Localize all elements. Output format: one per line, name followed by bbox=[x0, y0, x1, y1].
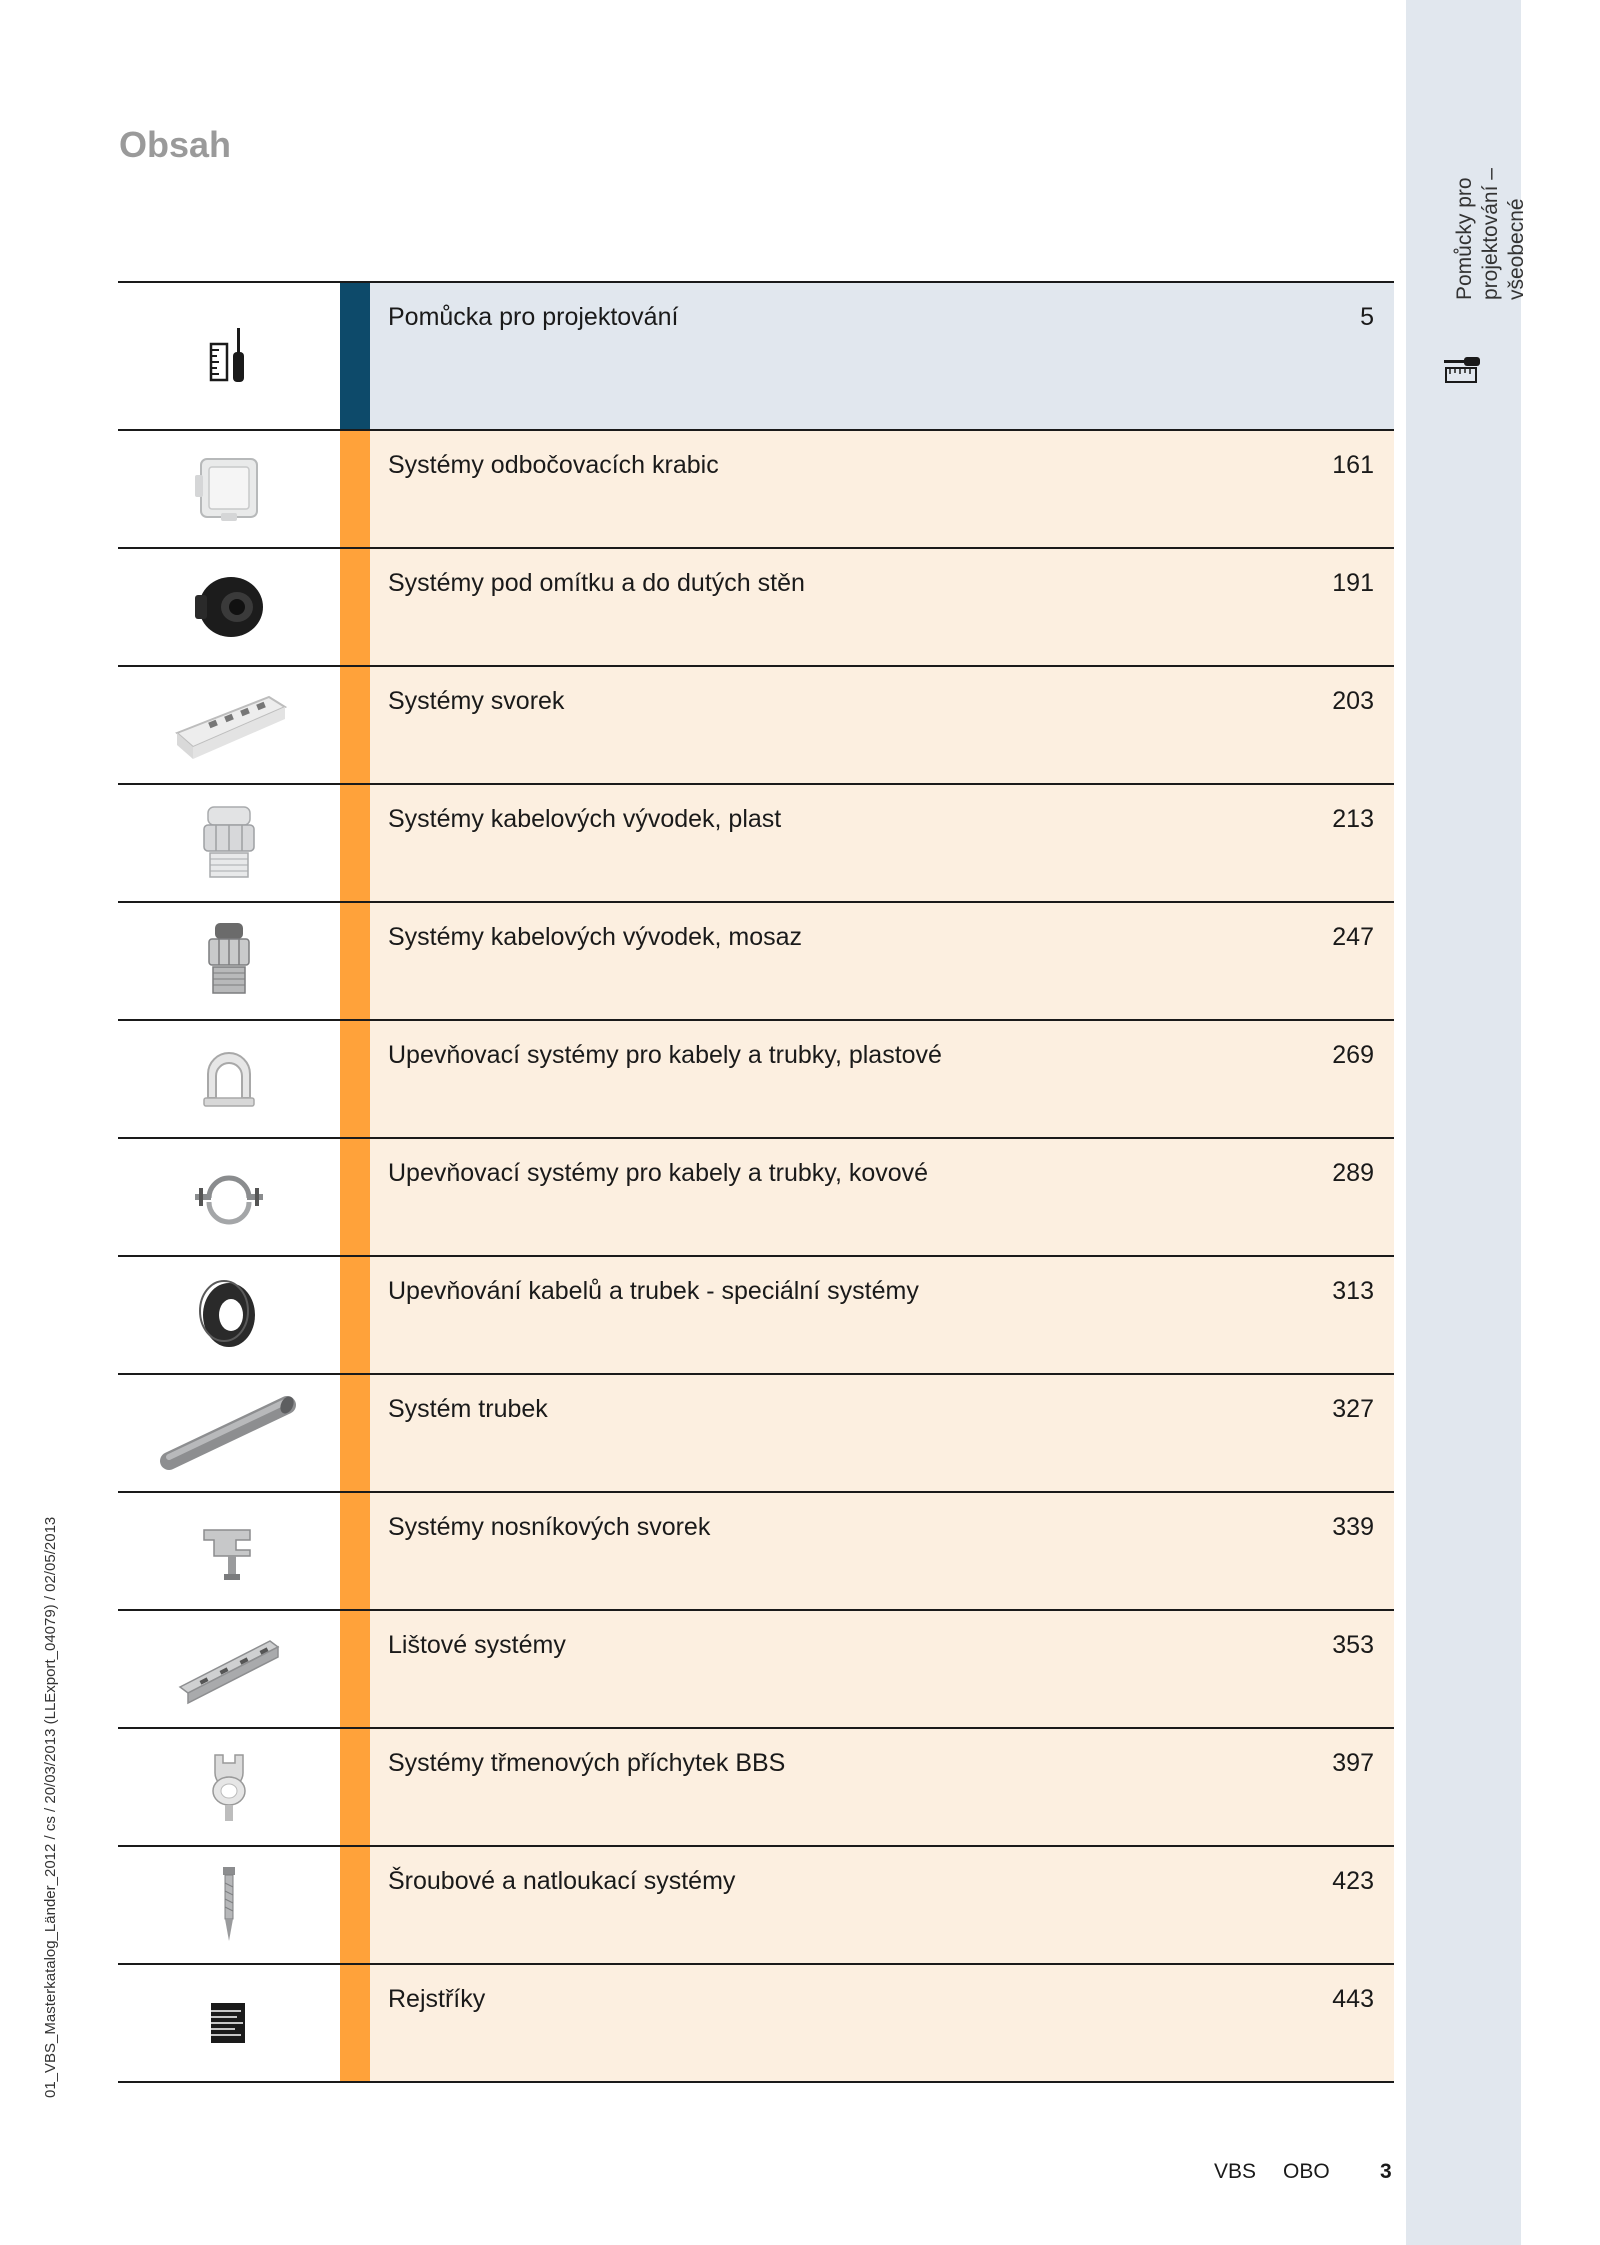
side-tab-line: všeobecné bbox=[1505, 198, 1528, 300]
plastic-cable-gland-icon bbox=[194, 801, 264, 885]
brand-vbs: VBS bbox=[1214, 2160, 1257, 2183]
toc-label[interactable]: Systémy kabelových vývodek, plast bbox=[388, 805, 782, 833]
ruler-screwdriver-icon bbox=[209, 326, 249, 386]
toc-label[interactable]: Upevňovací systémy pro kabely a trubky, plastové bbox=[388, 1041, 942, 1069]
toc-label[interactable]: Upevňování kabelů a trubek - speciální systémy bbox=[388, 1277, 919, 1305]
section-color-bar bbox=[340, 1729, 370, 1845]
beam-clamp-icon bbox=[194, 1516, 264, 1586]
toc-label[interactable]: Systémy kabelových vývodek, mosaz bbox=[388, 923, 803, 951]
toc-page-number[interactable]: 269 bbox=[1332, 1041, 1374, 1069]
section-color-bar bbox=[340, 1847, 370, 1963]
bracket-clip-icon bbox=[199, 1747, 259, 1827]
side-tab-label[interactable] bbox=[1452, 10, 1530, 300]
screw-anchor-icon bbox=[214, 1863, 244, 1947]
toc-page-number[interactable]: 313 bbox=[1332, 1277, 1374, 1305]
toc-row[interactable] bbox=[118, 1845, 1394, 1963]
toc-page-number[interactable]: 353 bbox=[1332, 1631, 1374, 1659]
toc-row[interactable] bbox=[118, 1609, 1394, 1727]
section-color-bar bbox=[340, 903, 370, 1019]
section-color-bar bbox=[340, 1965, 370, 2081]
toc-label[interactable]: Systémy třmenových příchytek BBS bbox=[388, 1749, 786, 1777]
section-color-bar bbox=[340, 1257, 370, 1373]
section-color-bar bbox=[340, 283, 370, 429]
toc-row[interactable] bbox=[118, 1137, 1394, 1255]
toc-page-number[interactable]: 247 bbox=[1332, 923, 1374, 951]
toc-label[interactable]: Rejstříky bbox=[388, 1985, 486, 2013]
side-tab-line: projektování – bbox=[1479, 168, 1502, 300]
catalog-id: 01_VBS_Masterkatalog_Länder_2012 / cs / 20/03/2013 (LLExport_04079) / 02/05/2013 bbox=[42, 1516, 59, 2098]
toc-row[interactable] bbox=[118, 547, 1394, 665]
toc-page-number[interactable]: 191 bbox=[1332, 569, 1374, 597]
toc-page-number[interactable]: 443 bbox=[1332, 1985, 1374, 2013]
page-number: 3 bbox=[1380, 2160, 1392, 2183]
brand-obo: OBO bbox=[1283, 2160, 1330, 2183]
flush-box-icon bbox=[187, 565, 271, 649]
toc-label[interactable]: Systémy nosníkových svorek bbox=[388, 1513, 711, 1541]
page-title: Obsah bbox=[119, 124, 232, 165]
toc-page-number[interactable]: 339 bbox=[1332, 1513, 1374, 1541]
toc-page-number[interactable]: 203 bbox=[1332, 687, 1374, 715]
rail-icon bbox=[174, 1631, 284, 1707]
toc-row[interactable] bbox=[118, 1255, 1394, 1373]
section-color-bar bbox=[340, 667, 370, 783]
toc-label[interactable]: Systémy odbočovacích krabic bbox=[388, 451, 719, 479]
section-color-bar bbox=[340, 1611, 370, 1727]
section-color-bar bbox=[340, 1375, 370, 1491]
section-color-bar bbox=[340, 785, 370, 901]
toc-row[interactable] bbox=[118, 1373, 1394, 1491]
toc-label[interactable]: Systémy pod omítku a do dutých stěn bbox=[388, 569, 805, 597]
toc-label[interactable]: Systémy svorek bbox=[388, 687, 565, 715]
toc-row[interactable] bbox=[118, 1963, 1394, 2083]
toc-page-number[interactable]: 213 bbox=[1332, 805, 1374, 833]
ruler-screwdriver-icon bbox=[1444, 354, 1484, 390]
side-tab-line: Pomůcky pro bbox=[1453, 177, 1476, 300]
section-color-bar bbox=[340, 549, 370, 665]
toc-row[interactable] bbox=[118, 665, 1394, 783]
toc-row[interactable] bbox=[118, 429, 1394, 547]
section-color-bar bbox=[340, 431, 370, 547]
toc-page-number[interactable]: 161 bbox=[1332, 451, 1374, 479]
toc-row[interactable] bbox=[118, 1727, 1394, 1845]
toc-row[interactable] bbox=[118, 1491, 1394, 1609]
toc-row[interactable] bbox=[118, 901, 1394, 1019]
toc-row[interactable] bbox=[118, 783, 1394, 901]
toc-page-number[interactable]: 5 bbox=[1360, 303, 1374, 331]
toc-label[interactable]: Upevňovací systémy pro kabely a trubky, kovové bbox=[388, 1159, 929, 1187]
toc-row[interactable] bbox=[118, 1019, 1394, 1137]
conduit-tube-icon bbox=[159, 1393, 299, 1473]
toc-page-number[interactable]: 423 bbox=[1332, 1867, 1374, 1895]
junction-box-icon bbox=[189, 449, 269, 529]
terminal-block-icon bbox=[169, 685, 289, 765]
section-color-bar bbox=[340, 1493, 370, 1609]
toc-row[interactable] bbox=[118, 281, 1394, 429]
toc-label[interactable]: Systém trubek bbox=[388, 1395, 548, 1423]
toc-page-number[interactable]: 397 bbox=[1332, 1749, 1374, 1777]
toc-page-number[interactable]: 327 bbox=[1332, 1395, 1374, 1423]
brass-cable-gland-icon bbox=[199, 919, 259, 1003]
side-tab[interactable] bbox=[1406, 0, 1521, 2245]
toc-label[interactable]: Lištové systémy bbox=[388, 1631, 566, 1659]
table-of-contents bbox=[118, 281, 1394, 2083]
toc-label[interactable]: Pomůcka pro projektování bbox=[388, 303, 679, 331]
metal-clamp-icon bbox=[191, 1162, 267, 1232]
section-color-bar bbox=[340, 1139, 370, 1255]
index-icon bbox=[209, 2001, 249, 2045]
section-color-bar bbox=[340, 1021, 370, 1137]
plastic-clip-icon bbox=[194, 1044, 264, 1114]
toc-page-number[interactable]: 289 bbox=[1332, 1159, 1374, 1187]
ring-icon bbox=[194, 1277, 264, 1353]
toc-label[interactable]: Šroubové a natloukací systémy bbox=[388, 1867, 736, 1895]
